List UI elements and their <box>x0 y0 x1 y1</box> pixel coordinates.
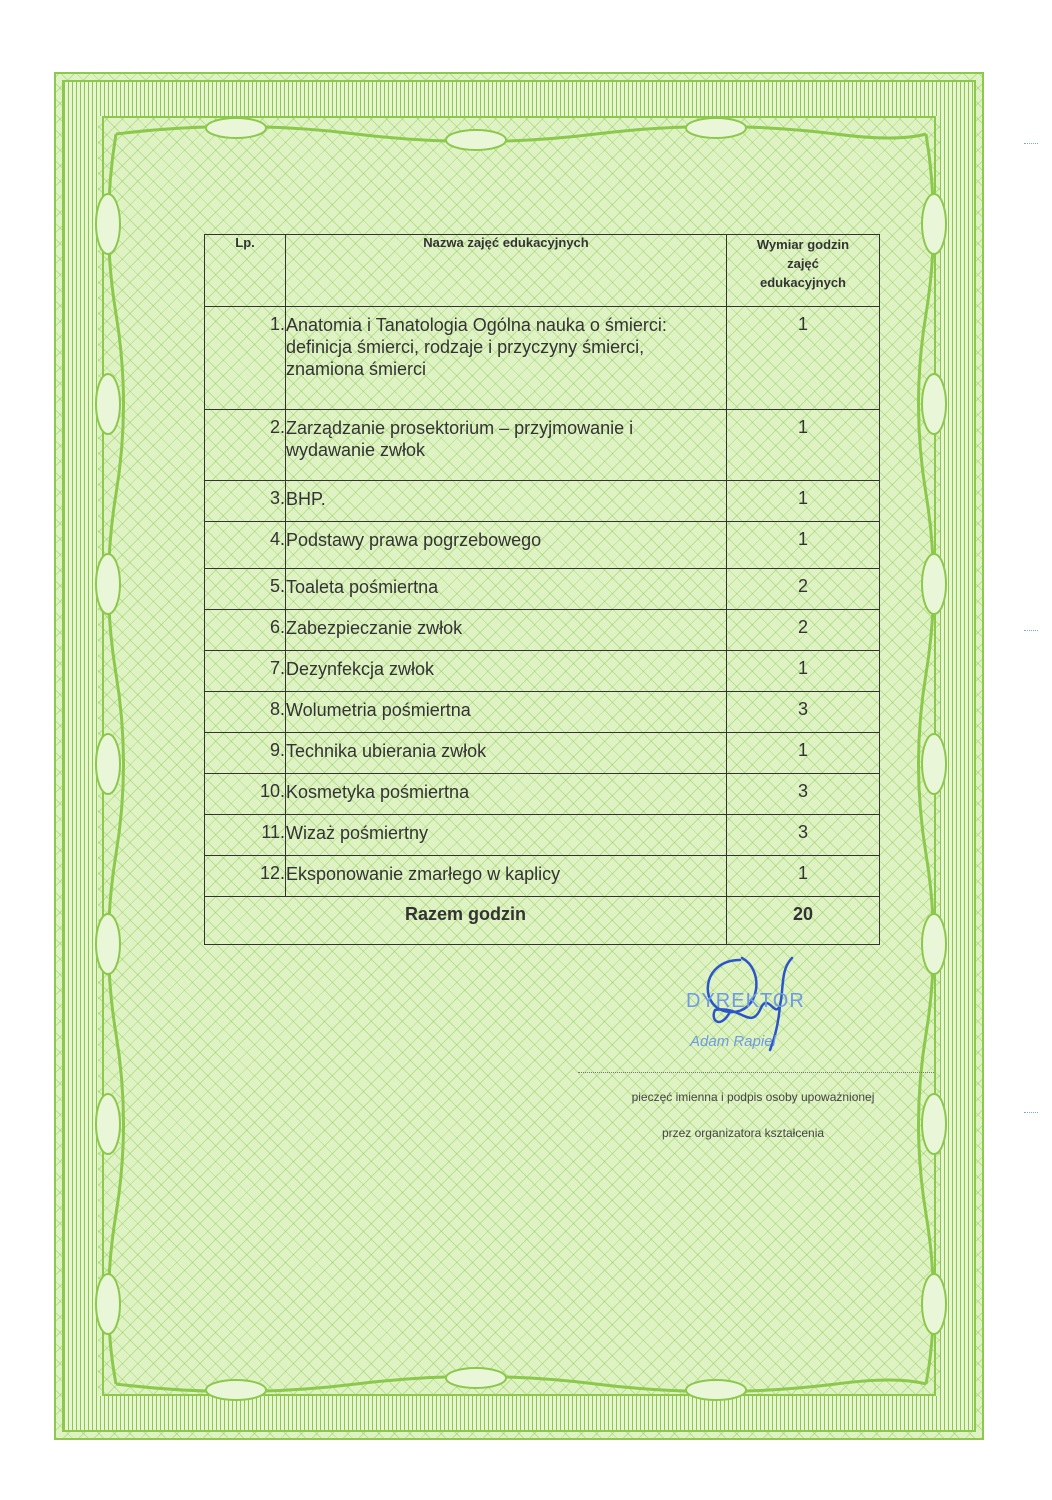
course-hours: 3 <box>727 815 880 856</box>
course-name: Wolumetria pośmiertna <box>286 692 727 733</box>
signature-line <box>578 1072 934 1074</box>
course-hours: 1 <box>727 481 880 522</box>
header-course-name: Nazwa zajęć edukacyjnych <box>286 235 727 307</box>
signature-caption-line2: przez organizatora kształcenia <box>661 1126 825 1140</box>
course-hours: 1 <box>727 733 880 774</box>
table-row <box>205 522 880 569</box>
signature-caption-line1: pieczęć imienna i podpis osoby upoważnionej <box>631 1090 875 1104</box>
total-label: Razem godzin <box>205 897 727 945</box>
course-name: Dezynfekcja zwłok <box>286 651 727 692</box>
course-name: Toaleta pośmiertna <box>286 569 727 610</box>
scan-mark <box>1024 1112 1038 1116</box>
total-value: 20 <box>727 897 880 945</box>
row-number: 1. <box>205 307 286 410</box>
table-header-row <box>205 235 880 307</box>
course-hours: 1 <box>727 856 880 897</box>
stamp-title: DYREKTOR <box>686 990 805 1012</box>
row-number: 6. <box>205 610 286 651</box>
table-row <box>205 610 880 651</box>
row-number: 8. <box>205 692 286 733</box>
row-number: 4. <box>205 522 286 569</box>
scan-mark <box>1024 630 1038 634</box>
row-number: 3. <box>205 481 286 522</box>
course-hours: 2 <box>727 569 880 610</box>
row-number: 12. <box>205 856 286 897</box>
header-lp: Lp. <box>205 235 286 307</box>
table-row <box>205 856 880 897</box>
course-name: Eksponowanie zmarłego w kaplicy <box>286 856 727 897</box>
row-number: 5. <box>205 569 286 610</box>
course-name: Zarządzanie prosektorium – przyjmowanie i wydawanie zwłok <box>286 410 727 481</box>
stamp-name: Adam Rapiel <box>690 1033 776 1050</box>
scan-mark <box>1024 143 1038 147</box>
course-hours: 3 <box>727 692 880 733</box>
course-hours: 1 <box>727 410 880 481</box>
course-hours: 3 <box>727 774 880 815</box>
course-name: Wizaż pośmiertny <box>286 815 727 856</box>
course-name: Kosmetyka pośmiertna <box>286 774 727 815</box>
total-row <box>205 897 880 945</box>
table-row <box>205 774 880 815</box>
table-row <box>205 307 880 410</box>
row-number: 9. <box>205 733 286 774</box>
table-row <box>205 410 880 481</box>
course-name: Technika ubierania zwłok <box>286 733 727 774</box>
row-number: 10. <box>205 774 286 815</box>
course-name: Zabezpieczanie zwłok <box>286 610 727 651</box>
table-row <box>205 815 880 856</box>
header-hours-line3: edukacyjnych <box>760 275 846 290</box>
course-hours: 1 <box>727 651 880 692</box>
row-number: 2. <box>205 410 286 481</box>
header-hours-line2: zajęć <box>787 256 819 271</box>
course-hours: 1 <box>727 307 880 410</box>
table-row <box>205 481 880 522</box>
course-name: Anatomia i Tanatologia Ogólna nauka o śmierci: definicja śmierci, rodzaje i przyczyny śmierci, znamiona śmierci <box>286 307 727 410</box>
course-name: BHP. <box>286 481 727 522</box>
table-row <box>205 569 880 610</box>
table-row <box>205 692 880 733</box>
course-name: Podstawy prawa pogrzebowego <box>286 522 727 569</box>
table-row <box>205 733 880 774</box>
header-hours-line1: Wymiar godzin <box>756 237 850 252</box>
course-hours: 2 <box>727 610 880 651</box>
header-hours <box>727 235 880 307</box>
row-number: 7. <box>205 651 286 692</box>
row-number: 11. <box>205 815 286 856</box>
courses-table <box>204 234 880 945</box>
table-row <box>205 651 880 692</box>
course-hours: 1 <box>727 522 880 569</box>
